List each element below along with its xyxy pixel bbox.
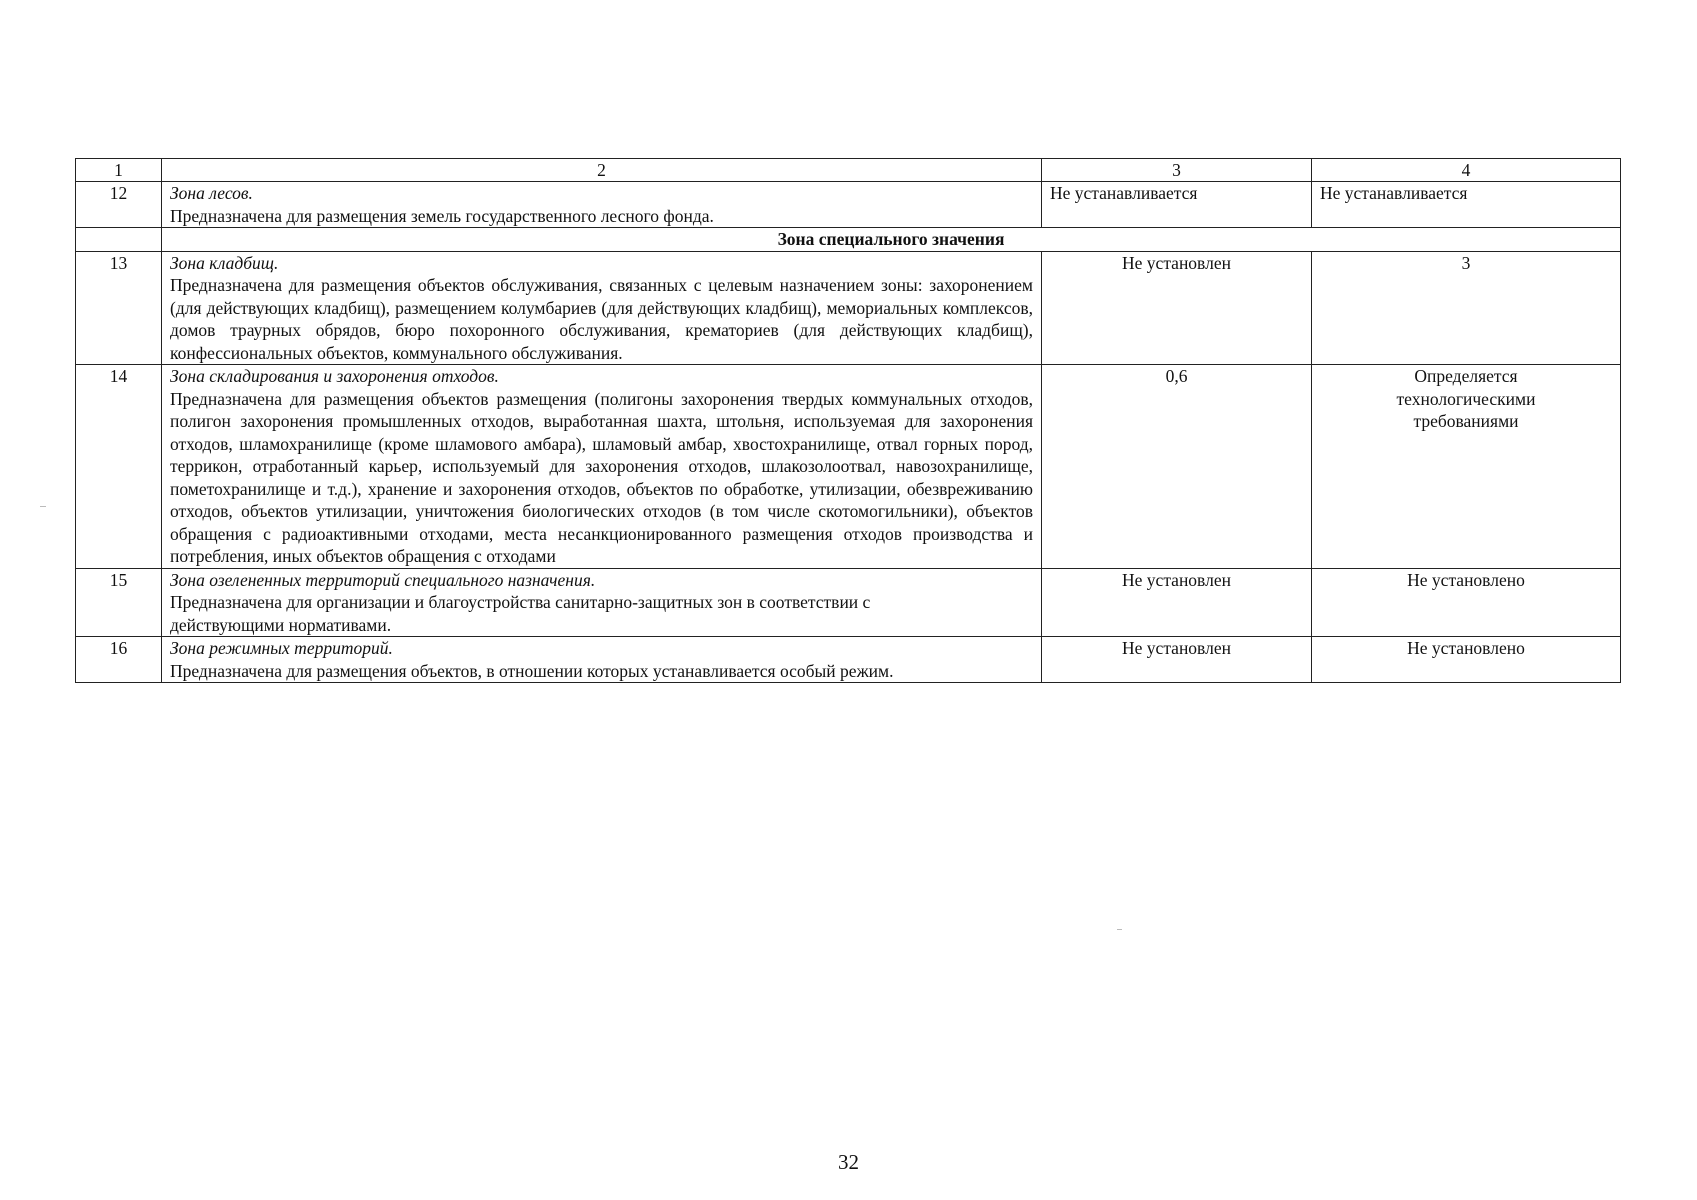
table-header-row: [76, 159, 1621, 182]
column-3-value: Не установлен: [1042, 637, 1312, 683]
column-4-value: 3: [1312, 251, 1621, 365]
table-row: [76, 182, 1621, 228]
row-number: 13: [76, 251, 162, 365]
row-number: 14: [76, 365, 162, 569]
zone-text: Предназначена для организации и благоустройства санитарно-защитных зон в соответствии с действующими нормативами.: [170, 592, 871, 635]
header-cell-2: 2: [162, 159, 1042, 182]
page-number: 32: [838, 1150, 859, 1174]
zone-text: Предназначена для размещения объектов обслуживания, связанных с целевым назначением зоны: захоронением (для действующих кладбищ), размещением колумбариев (для действующих кладбищ), мемориальных комплексов, домов траурных обрядов, бюро похоронного обслуживания, крематориев (для действующих кладбищ), конфессиональных объектов, коммунального обслуживания.: [170, 275, 1033, 363]
table-row: [76, 251, 1621, 365]
table-row: [76, 637, 1621, 683]
header-cell-4: 4: [1312, 159, 1621, 182]
zone-description: [162, 637, 1042, 683]
column-3-value: Не установлен: [1042, 568, 1312, 637]
zone-title: Зона кладбищ.: [170, 252, 279, 273]
zone-title: Зона режимных территорий.: [170, 638, 393, 658]
zone-description: [162, 568, 1042, 637]
column-3-value: Не установлен: [1042, 251, 1312, 365]
row-number: 15: [76, 568, 162, 637]
zone-title: Зона лесов.: [170, 183, 253, 203]
scan-speck: [1117, 929, 1122, 930]
column-4-value: Определяется технологическими требованиями: [1312, 365, 1621, 569]
scan-speck: [40, 506, 46, 507]
column-3-value: Не устанавливается: [1042, 182, 1312, 228]
column-3-value: 0,6: [1042, 365, 1312, 569]
column-4-value: Не установлено: [1312, 568, 1621, 637]
zone-title: Зона складирования и захоронения отходов.: [170, 366, 499, 386]
zone-description: [162, 365, 1042, 569]
zone-description: [162, 251, 1042, 365]
section-title: [162, 228, 1621, 252]
table-row: [76, 568, 1621, 637]
zone-text: Предназначена для размещения объектов размещения (полигоны захоронения твердых коммунальных отходов, полигон захоронения промышленных отходов, выработанная шахта, штольня, используемая для захоронения отходов, шламохранилище (кроме шламового амбара), шламовый амбар, хвостохранилище, отвал горных пород, террикон, отработанный карьер, используемый для захоронения отходов, шлакозолоотвал, навозохранилище, пометохранилище и т.д.), хранение и захоронения отходов, объектов по обработке, утилизации, обезвреживанию отходов, объектов утилизации, уничтожения биологических отходов (в том числе скотомогильники), объектов обращения с радиоактивными отходами, места несанкционированного размещения отходов производства и потребления, иных объектов обращения с отходами: [170, 388, 1033, 566]
section-row: [76, 228, 1621, 252]
header-cell-1: 1: [76, 159, 162, 182]
column-4-value: Не установлено: [1312, 637, 1621, 683]
section-empty-cell: [76, 228, 162, 252]
zone-description: [162, 182, 1042, 228]
zone-title: Зона озелененных территорий специального назначения.: [170, 569, 596, 590]
section-title-text: Зона специального значения: [777, 229, 1005, 249]
column-4-value: Не устанавливается: [1312, 182, 1621, 228]
row-number: 12: [76, 182, 162, 228]
row-number: 16: [76, 637, 162, 683]
zone-text: Предназначена для размещения объектов, в отношении которых устанавливается особый режим.: [170, 660, 894, 681]
table-row: [76, 365, 1621, 569]
header-cell-3: 3: [1042, 159, 1312, 182]
zones-table: [75, 158, 1621, 683]
zone-text: Предназначена для размещения земель государственного лесного фонда.: [170, 205, 714, 226]
